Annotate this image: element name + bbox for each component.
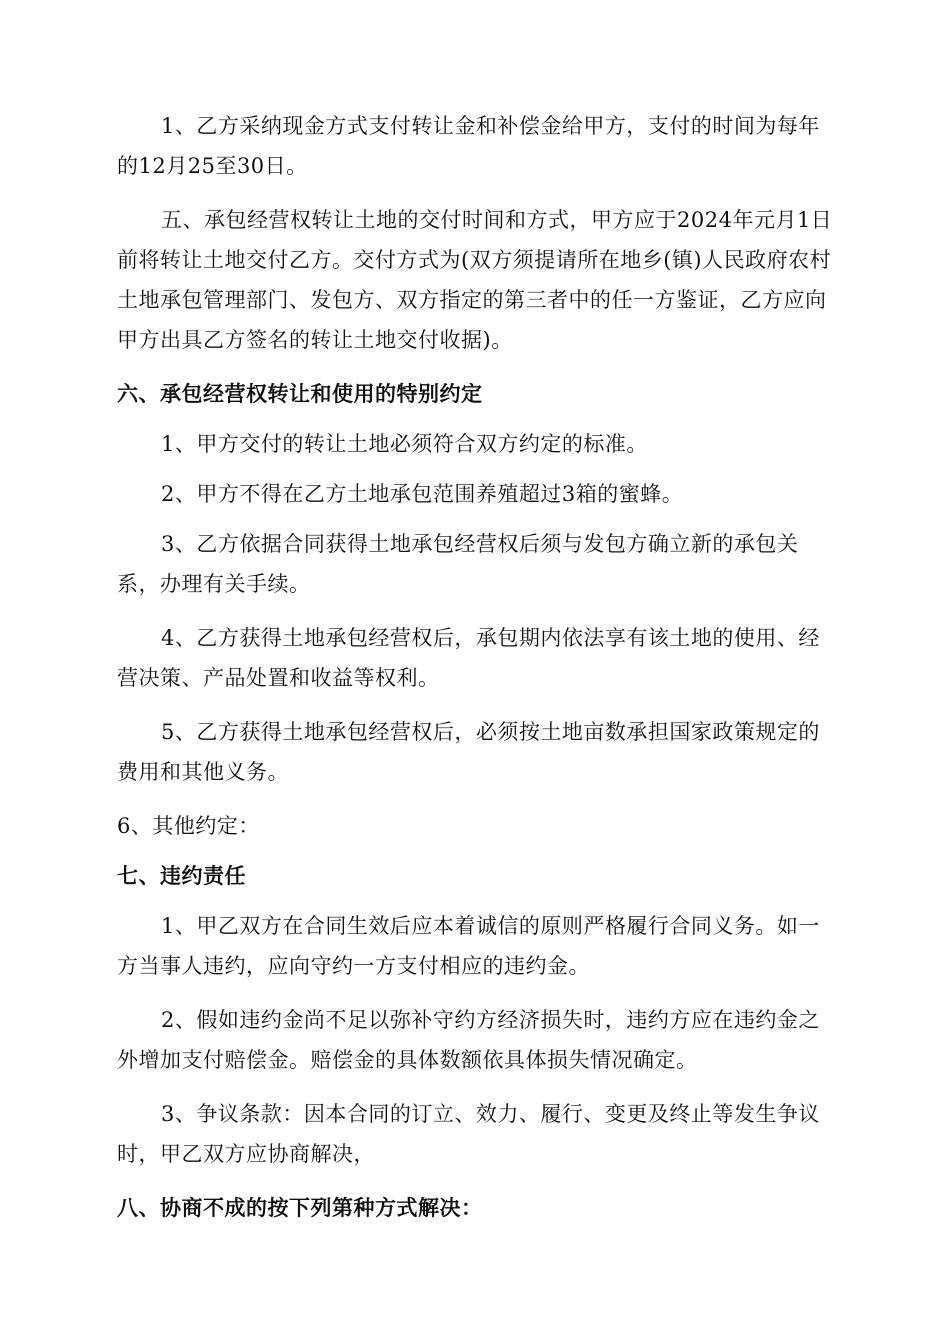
document-page: [117, 106, 837, 1228]
clause-other-agreements: 6、其他约定：: [117, 814, 260, 838]
clause-bee-limit: 2、甲方不得在乙方土地承包范围养殖超过3箱的蜜蜂。: [161, 482, 684, 506]
clause-compensation: 2、假如违约金尚不足以弥补守约方经济损失时，违约方应在违约金之外增加支付赔偿金。赔偿金的具体数额依具体损失情况确定。: [117, 1008, 820, 1072]
section-heading-liability: 七、违约责任: [117, 863, 246, 888]
clause-good-faith: 1、甲乙双方在合同生效后应本着诚信的原则严格履行合同义务。如一方当事人违约，应向守约一方支付相应的违约金。: [117, 914, 820, 978]
clause-rights: 4、乙方获得土地承包经营权后，承包期内依法享有该土地的使用、经营决策、产品处置和收益等权利。: [117, 626, 820, 690]
section-heading-special-terms: 六、承包经营权转让和使用的特别约定: [117, 381, 483, 406]
paragraph-delivery-terms: 五、承包经营权转让土地的交付时间和方式，甲方应于2024年元月1日前将转让土地交付乙方。交付方式为(双方须提请所在地乡(镇)人民政府农村土地承包管理部门、发包方、双方指定的第三者中的任一方鉴证，乙方应向甲方出具乙方签名的转让土地交付收据)。: [117, 208, 833, 352]
section-heading-resolution: 八、协商不成的按下列第种方式解决：: [117, 1195, 483, 1220]
paragraph-payment-method: 1、乙方采纳现金方式支付转让金和补偿金给甲方，支付的时间为每年的12月25至30日。: [117, 114, 820, 178]
clause-obligations: 5、乙方获得土地承包经营权后，必须按土地亩数承担国家政策规定的费用和其他义务。: [117, 720, 820, 784]
clause-dispute: 3、争议条款：因本合同的订立、效力、履行、变更及终止等发生争议时，甲乙双方应协商解决，: [117, 1102, 820, 1166]
clause-land-standard: 1、甲方交付的转让土地必须符合双方约定的标准。: [161, 432, 648, 456]
clause-new-contract-relation: 3、乙方依据合同获得土地承包经营权后须与发包方确立新的承包关系，办理有关手续。: [117, 532, 799, 596]
